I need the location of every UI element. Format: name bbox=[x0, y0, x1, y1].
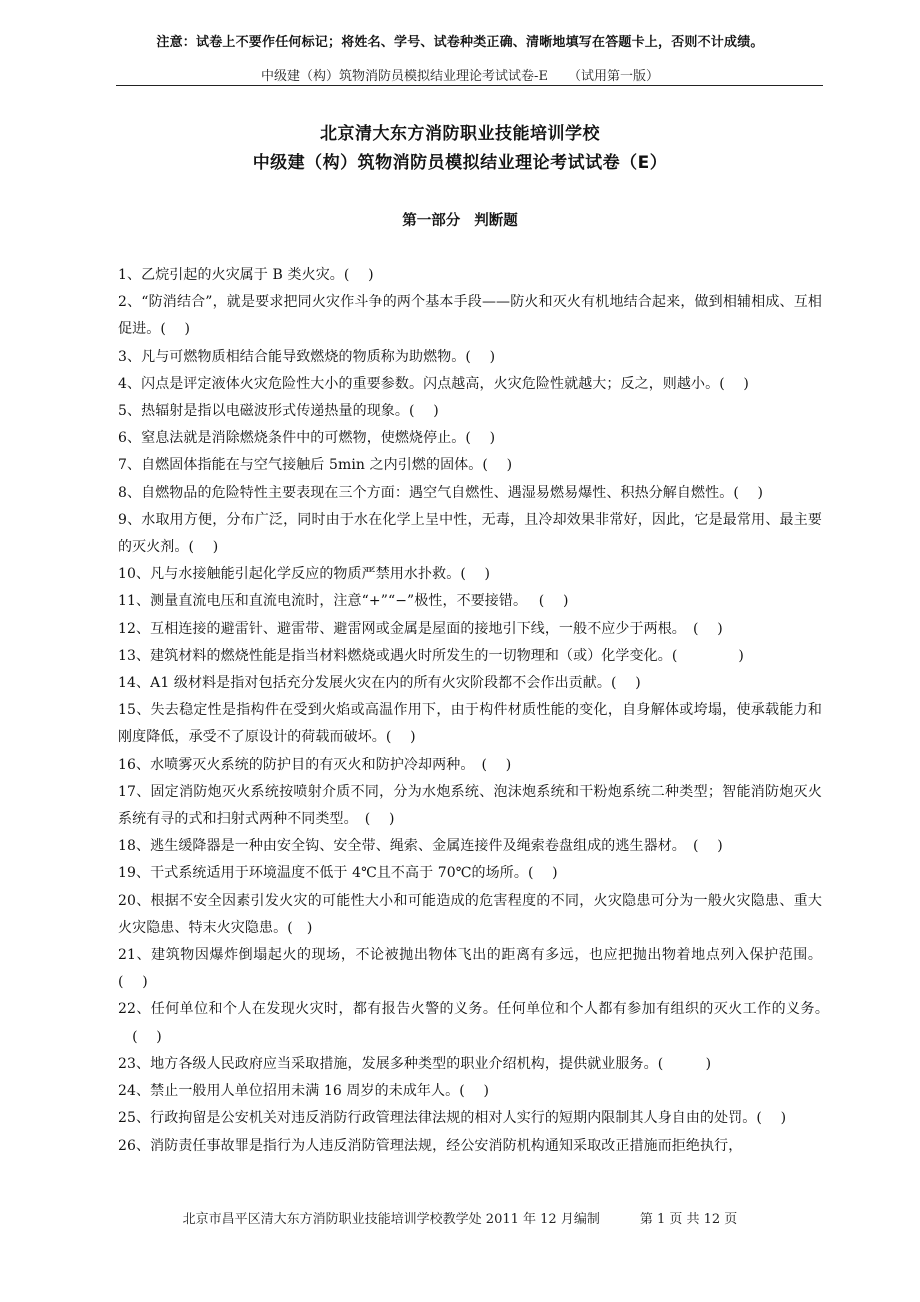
answer-blank: ( ) bbox=[287, 919, 313, 936]
page-footer bbox=[0, 1208, 920, 1227]
question-item: 26、消防责任事故罪是指行为人违反消防管理法规，经公安消防机构通知采取改正措施而拒绝执行， bbox=[118, 1137, 743, 1154]
question-item: 10、凡与水接触能引起化学反应的物质严禁用水扑救。( ) bbox=[118, 566, 491, 583]
question-item: 2、“防消结合”，就是要求把同火灾作斗争的两个基本手段——防火和灭火有机地结合起来，做到相辅相成、互相促进。( ) bbox=[118, 294, 822, 338]
page-number: 第 1 页 共 12 页 bbox=[639, 1212, 738, 1227]
section-name: 判断题 bbox=[474, 213, 518, 229]
running-header-edition: （试用第一版） bbox=[567, 69, 659, 84]
running-header bbox=[0, 65, 920, 84]
answer-blank: ( ) bbox=[465, 430, 496, 447]
question-item: 24、禁止一般用人单位招用未满 16 周岁的未成年人。( ) bbox=[118, 1083, 490, 1100]
answer-blank: ( ) bbox=[118, 1028, 162, 1045]
question-item: 20、根据不安全因素引发火灾的可能性大小和可能造成的危害程度的不同，火灾隐患可分为一般火灾隐患、重大火灾隐患、特末火灾隐患。( ) bbox=[118, 892, 822, 936]
question-item: 8、自燃物品的危险特性主要表现在三个方面：遇空气自燃性、遇湿易燃易爆性、积热分解自燃性。( ) bbox=[118, 484, 764, 501]
answer-blank: ( ) bbox=[467, 756, 512, 773]
answer-blank: ( ) bbox=[385, 729, 416, 746]
question-item: 22、任何单位和个人在发现火灾时，都有报告火警的义务。任何单位和个人都有参加有组织的灭火工作的义务。 ( ) bbox=[118, 1001, 822, 1045]
question-item: 12、互相连接的避雷针、避雷带、避雷网或金属是屋面的接地引下线，一般不应少于两根。 ( ) bbox=[118, 620, 723, 637]
question-item: 23、地方各级人民政府应当采取措施，发展多种类型的职业介绍机构，提供就业服务。( ) bbox=[118, 1055, 712, 1072]
question-item: 14、A1 级材料是指对包括充分发展火灾在内的所有火灾阶段都不会作出贡献。( ) bbox=[118, 675, 641, 692]
question-item: 21、建筑物因爆炸倒塌起火的现场，不论被抛出物体飞出的距离有多远，也应把抛出物着地点列入保护范围。( ) bbox=[118, 947, 822, 991]
question-item: 5、热辐射是指以电磁波形式传递热量的现象。( ) bbox=[118, 403, 439, 420]
answer-blank: ( ) bbox=[733, 484, 764, 501]
question-item: 11、测量直流电压和直流电流时，注意“+”“−”极性，不要接错。 ( ) bbox=[118, 593, 569, 610]
answer-blank: ( ) bbox=[465, 348, 496, 365]
answer-blank: ( ) bbox=[719, 375, 749, 392]
answer-blank: ( ) bbox=[671, 647, 744, 664]
footer-text: 北京市昌平区清大东方消防职业技能培训学校教学处 2011 年 12 月编制 bbox=[182, 1212, 600, 1227]
question-item: 13、建筑材料的燃烧性能是指当材料燃烧或遇火时所发生的一切物理和（或）化学变化。( ) bbox=[118, 647, 744, 664]
answer-blank: ( ) bbox=[409, 403, 439, 420]
answer-blank: ( ) bbox=[657, 1055, 712, 1072]
section-heading bbox=[0, 209, 920, 230]
section-part: 第一部分 bbox=[402, 213, 461, 229]
exam-notice: 注意：试卷上不要作任何标记；将姓名、学号、试卷种类正确、清晰地填写在答题卡上，否则不计成绩。 bbox=[156, 35, 764, 50]
school-title: 北京清大东方消防职业技能培训学校 bbox=[320, 124, 600, 144]
answer-blank: ( ) bbox=[756, 1110, 787, 1127]
question-item: 6、窒息法就是消除燃烧条件中的可燃物，使燃烧停止。( ) bbox=[118, 430, 496, 447]
answer-blank: ( ) bbox=[188, 539, 219, 556]
question-item: 9、水取用方便，分布广泛，同时由于水在化学上呈中性，无毒，且冷却效果非常好，因此，它是最常用、最主要的灭火剂。( ) bbox=[118, 511, 822, 556]
question-item: 3、凡与可燃物质相结合能导致燃烧的物质称为助燃物。( ) bbox=[118, 348, 496, 365]
running-header-title: 中级建（构）筑物消防员模拟结业理论考试试卷-E bbox=[261, 69, 548, 84]
answer-blank: ( ) bbox=[678, 838, 723, 855]
question-item: 25、行政拘留是公安机关对违反消防行政管理法律法规的相对人实行的短期内限制其人身自由的处罚。( ) bbox=[118, 1110, 787, 1127]
question-item: 4、闪点是评定液体火灾危险性大小的重要参数。闪点越高，火灾危险性就越大；反之，则越小。( ) bbox=[118, 375, 749, 392]
answer-blank: ( ) bbox=[527, 865, 558, 882]
exam-title: 中级建（构）筑物消防员模拟结业理论考试试卷（E） bbox=[252, 153, 668, 173]
question-list bbox=[118, 262, 822, 1160]
question-item: 15、失去稳定性是指构件在受到火焰或高温作用下，由于构件材质性能的变化，自身解体或垮塌，使承载能力和刚度降低，承受不了原设计的荷载而破坏。( ) bbox=[118, 702, 822, 746]
answer-blank: ( ) bbox=[460, 566, 491, 583]
question-item: 16、水喷雾灭火系统的防护目的有灭火和防护冷却两种。 ( ) bbox=[118, 756, 512, 773]
answer-blank: ( ) bbox=[678, 620, 723, 637]
answer-blank: ( ) bbox=[160, 321, 191, 338]
question-item: 7、自燃固体指能在与空气接触后 5min 之内引燃的固体。( ) bbox=[118, 457, 513, 474]
answer-blank: ( ) bbox=[343, 267, 374, 283]
answer-blank: ( ) bbox=[350, 811, 395, 828]
header-divider bbox=[116, 85, 823, 86]
question-item: 18、逃生缓降器是一种由安全钩、安全带、绳索、金属连接件及绳索卷盘组成的逃生器材。 ( ) bbox=[118, 838, 723, 855]
answer-blank: ( ) bbox=[610, 675, 641, 692]
question-item: 1、乙烷引起的火灾属于 B 类火灾。( ) bbox=[118, 267, 374, 283]
question-item: 19、干式系统适用于环境温度不低于 4℃且不高于 70℃的场所。( ) bbox=[118, 865, 558, 882]
answer-blank: ( ) bbox=[459, 1083, 490, 1100]
question-item: 17、固定消防炮灭火系统按喷射介质不同，分为水炮系统、泡沫炮系统和干粉炮系统二种类型；智能消防炮灭火系统有寻的式和扫射式两种不同类型。 ( ) bbox=[118, 783, 822, 828]
answer-blank: ( ) bbox=[520, 593, 569, 610]
answer-blank: ( ) bbox=[482, 457, 513, 474]
answer-blank: ( ) bbox=[118, 974, 148, 991]
